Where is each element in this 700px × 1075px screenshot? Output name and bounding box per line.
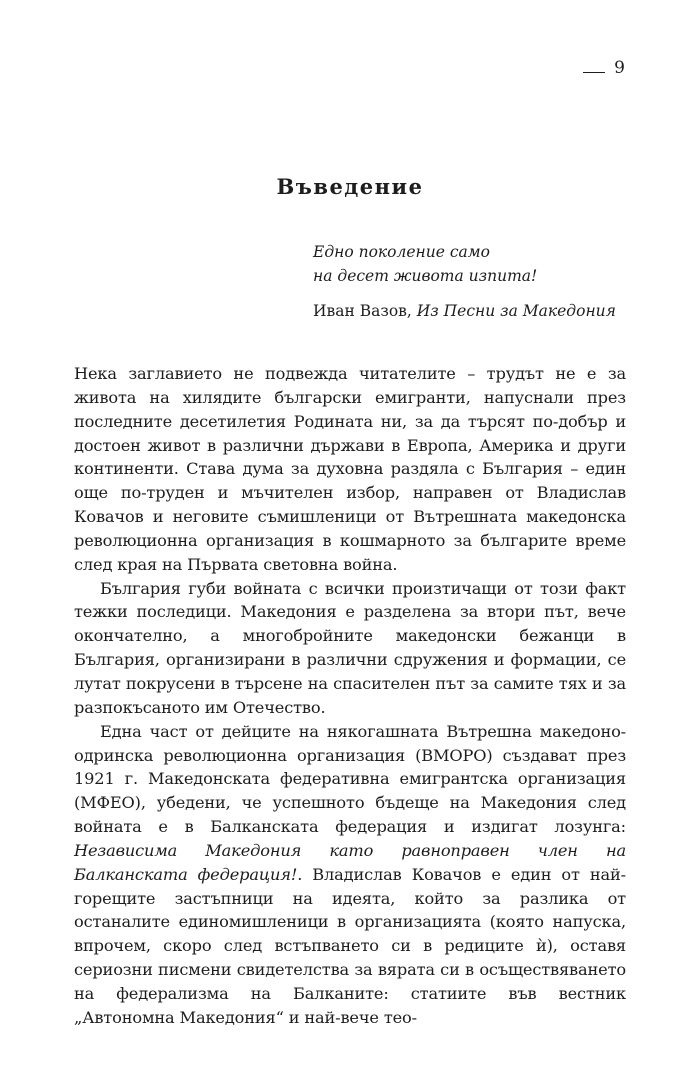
epigraph	[313, 240, 616, 323]
body-text	[74, 362, 626, 1030]
header-rule	[583, 72, 605, 73]
epigraph-line-2: на десет живота изпита!	[313, 267, 538, 285]
paragraph-2: България губи войната с всички произтичащи от този факт тежки последици. Македония е разделена за втори път, вече окончателно, а многобройните македонски бежанци в България, организирани в различни сдружения и формации, се лутат покрусени в търсене на спасителен път за самите тях и за разпокъсаното им Отечество.	[74, 578, 626, 717]
paragraph-3-start: Една част от дейците на някогашната Вътрешна македоно-одринска революционна организация (ВМОРО) създават през 1921 г. Македонската федеративна емигрантска организация (МФЕО), убедени, че успешното бъдеще на Македония след войната е в Балканската федерация и издигат лозунга:	[74, 721, 626, 837]
paragraph-3-slogan: Независима Македония като равноправен член на Балканската федерация!	[74, 840, 626, 884]
chapter-title: Въведение	[276, 174, 424, 199]
paragraph-1: Нека заглавието не подвежда читателите – трудът не е за живота на хилядите български емигранти, напуснали през последните десетилетия Родината ни, за да търсят по-добър и достоен живот в различни държави в Европа, Америка и други континенти. Става дума за духовна раздяла с България – един още по-труден и мъчителен избор, направен от Владислав Ковачов и неговите съмишленици от Вътрешната македонска революционна организация в кошмарното за българите време след края на Първата световна война.	[74, 364, 626, 574]
running-header	[583, 58, 625, 78]
paragraph-3	[74, 720, 626, 1030]
epigraph-author: Иван Вазов,	[313, 302, 417, 320]
page-number: 9	[614, 58, 625, 78]
epigraph-line-1: Едно поколение само	[313, 243, 490, 261]
paragraph-3-end: . Владислав Ковачов е един от най-горещите застъпници на идеята, който за разлика от останалите единомишленици в организацията (която напуска, впрочем, скоро след встъпването си в редиците ѝ), оставя сериозни писмени свидетелства за вярата си в осъществяването на федерализма на Балканите: статиите във вестник „Автономна Македония“ и най-вече тео-	[74, 864, 627, 1027]
epigraph-attribution	[313, 299, 616, 323]
epigraph-work: Из Песни за Македония	[416, 302, 616, 320]
